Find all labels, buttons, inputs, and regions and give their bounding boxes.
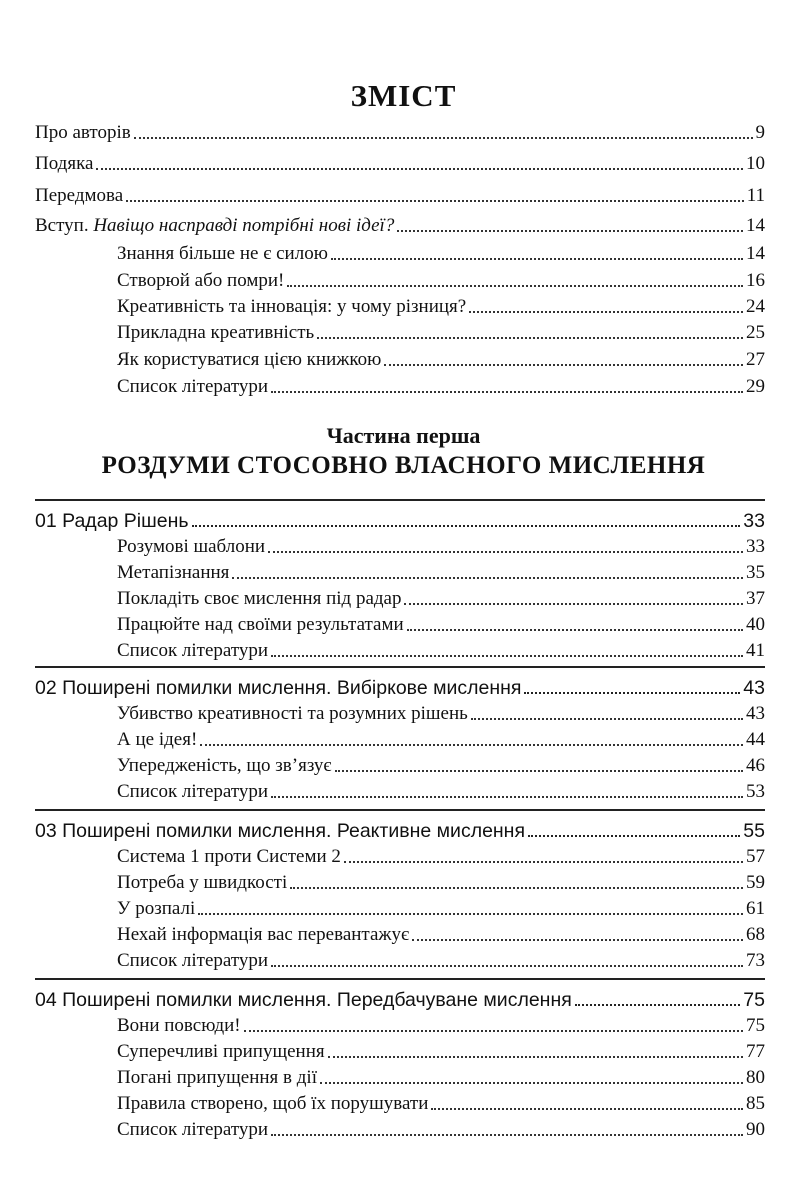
dot-leader: [469, 311, 743, 313]
toc-subentry[interactable]: [117, 750, 765, 778]
toc-subentry[interactable]: [117, 583, 765, 611]
dot-leader: [335, 770, 743, 772]
dot-leader: [328, 1056, 743, 1058]
toc-page-number: 41: [746, 640, 765, 661]
toc-page-number: 16: [746, 270, 765, 291]
toc-page-number: 43: [746, 703, 765, 724]
toc-page-number: 53: [746, 781, 765, 802]
toc-subentry-label: Метапізнання: [117, 562, 230, 583]
toc-subentry-label: Створюй або помри!: [117, 270, 285, 291]
chapter-divider: [35, 809, 765, 811]
toc-page-number: 68: [746, 924, 765, 945]
toc-chapter-02[interactable]: [35, 672, 765, 700]
dot-leader: [200, 744, 743, 746]
dot-leader: [271, 391, 743, 393]
toc-page-number: 27: [746, 349, 765, 370]
toc-subentry[interactable]: [117, 635, 765, 663]
toc-subentry[interactable]: [117, 776, 765, 804]
toc-subentry[interactable]: [117, 291, 765, 319]
toc-subentry[interactable]: [117, 1088, 765, 1116]
toc-page-number: 29: [746, 376, 765, 397]
dot-leader: [271, 796, 743, 798]
toc-page-number: 46: [746, 755, 765, 776]
dot-leader: [407, 629, 743, 631]
dot-leader: [244, 1030, 743, 1032]
dot-leader: [271, 655, 743, 657]
toc-subentry[interactable]: [117, 1114, 765, 1142]
dot-leader: [192, 525, 741, 527]
toc-subentry-label: Список літератури: [117, 640, 269, 661]
toc-subentry[interactable]: [117, 344, 765, 372]
toc-subentry-label: Потреба у швидкості: [117, 872, 288, 893]
toc-subentry-label: Погані припущення в дії: [117, 1067, 317, 1088]
toc-subentry-label: Список літератури: [117, 950, 269, 971]
toc-page-number: 24: [746, 296, 765, 317]
part-label: Частина перша: [326, 423, 481, 448]
dot-leader: [471, 718, 743, 720]
toc-page-number: 44: [746, 729, 765, 750]
toc-subentry[interactable]: [117, 609, 765, 637]
toc-entry-label: Про авторів: [35, 122, 131, 143]
toc-subentry[interactable]: [117, 557, 765, 585]
toc-subentry-label: Прикладна креативність: [117, 322, 315, 343]
page-title: ЗМІСТ: [350, 78, 457, 113]
toc-chapter-04[interactable]: [35, 984, 765, 1012]
toc-subentry-label: Розумові шаблони: [117, 536, 266, 557]
dot-leader: [344, 861, 743, 863]
toc-entry-about-authors[interactable]: [35, 117, 765, 145]
dot-leader: [575, 1004, 741, 1006]
toc-page-number: 9: [755, 122, 765, 143]
toc-page-number: 59: [746, 872, 765, 893]
dot-leader: [317, 337, 743, 339]
toc-page-number: 57: [746, 846, 765, 867]
dot-leader: [134, 137, 753, 139]
toc-subentry-label: Нехай інформація вас перевантажує: [117, 924, 410, 945]
dot-leader: [126, 200, 744, 202]
toc-page-number: 33: [743, 510, 765, 532]
toc-subentry-label: Працюйте над своїми результатами: [117, 614, 404, 635]
toc-page-number: 80: [746, 1067, 765, 1088]
toc-page-number: 90: [746, 1119, 765, 1140]
toc-chapter-03[interactable]: [35, 815, 765, 843]
toc-page-number: 11: [746, 185, 765, 206]
toc-page-number: 43: [743, 677, 765, 699]
toc-subentry-label: Як користуватися цією книжкою: [117, 349, 382, 370]
toc-subentry-label: Вони повсюди!: [117, 1015, 241, 1036]
dot-leader: [331, 258, 743, 260]
dot-leader: [290, 887, 743, 889]
toc-entry-label: Передмова: [35, 185, 124, 206]
toc-subentry-label: Суперечливі припущення: [117, 1041, 325, 1062]
toc-subentry-label: Список літератури: [117, 781, 269, 802]
dot-leader: [198, 913, 743, 915]
toc-subentry-label: Упередженість, що зв’язує: [117, 755, 332, 776]
toc-entry-acknowledgements[interactable]: [35, 148, 765, 176]
chapter-divider: [35, 499, 765, 501]
toc-subentry-label: Список літератури: [117, 376, 269, 397]
chapter-title: 04 Поширені помилки мислення. Передбачуване мислення: [35, 989, 572, 1011]
dot-leader: [397, 230, 743, 232]
dot-leader: [431, 1108, 743, 1110]
toc-page-number: 55: [743, 820, 765, 842]
intro-subtitle: Навіщо насправді потрібні нові ідеї?: [93, 215, 395, 236]
dot-leader: [528, 835, 740, 837]
toc-page-number: 35: [746, 562, 765, 583]
toc-subentry[interactable]: [117, 698, 765, 726]
toc-page-number: 14: [746, 243, 765, 264]
chapter-divider: [35, 978, 765, 980]
toc-subentry[interactable]: [117, 867, 765, 895]
chapter-divider: [35, 666, 765, 668]
dot-leader: [524, 692, 740, 694]
toc-subentry-label: Знання більше не є силою: [117, 243, 328, 264]
toc-entry-label: [35, 214, 394, 238]
toc-subentry-label: Убивство креативності та розумних рішень: [117, 703, 468, 724]
toc-subentry[interactable]: [117, 841, 765, 869]
toc-subentry[interactable]: [117, 945, 765, 973]
toc-page-number: 33: [746, 536, 765, 557]
toc-subentry[interactable]: [117, 317, 765, 345]
toc-page-number: 85: [746, 1093, 765, 1114]
toc-page-number: 10: [746, 153, 765, 174]
toc-subentry[interactable]: [117, 371, 765, 399]
toc-entry-foreword[interactable]: [35, 180, 765, 208]
dot-leader: [404, 603, 743, 605]
dot-leader: [412, 939, 743, 941]
toc-subentry-label: Креативність та інновація: у чому різниця?: [117, 296, 467, 317]
toc-subentry[interactable]: [117, 265, 765, 293]
dot-leader: [232, 577, 743, 579]
toc-subentry-label: У розпалі: [117, 898, 196, 919]
dot-leader: [320, 1082, 743, 1084]
toc-page-number: 75: [746, 1015, 765, 1036]
toc-page-number: 25: [746, 322, 765, 343]
chapter-title: 03 Поширені помилки мислення. Реактивне мислення: [35, 820, 526, 842]
toc-page-number: 73: [746, 950, 765, 971]
toc-subentry[interactable]: [117, 1036, 765, 1064]
toc-entry-label: Подяка: [35, 153, 94, 174]
toc-page-number: 75: [743, 989, 765, 1011]
toc-subentry[interactable]: [117, 1062, 765, 1090]
toc-subentry[interactable]: [117, 238, 765, 266]
intro-prefix: Вступ.: [35, 215, 89, 236]
toc-entry-introduction[interactable]: [35, 210, 765, 238]
dot-leader: [287, 285, 743, 287]
toc-page-number: 61: [746, 898, 765, 919]
toc-subentry[interactable]: [117, 1010, 765, 1038]
toc-page-number: 40: [746, 614, 765, 635]
toc-subentry-label: А це ідея!: [117, 729, 198, 750]
toc-subentry-label: Список літератури: [117, 1119, 269, 1140]
toc-subentry-label: Покладіть своє мислення під радар: [117, 588, 402, 609]
toc-chapter-01[interactable]: [35, 505, 765, 533]
toc-subentry[interactable]: [117, 919, 765, 947]
toc-subentry-label: Правила створено, щоб їх порушувати: [117, 1093, 429, 1114]
toc-subentry[interactable]: [117, 724, 765, 752]
dot-leader: [384, 364, 743, 366]
toc-subentry[interactable]: [117, 893, 765, 921]
chapter-title: 02 Поширені помилки мислення. Вибіркове мислення: [35, 677, 522, 699]
toc-page-number: 14: [746, 215, 765, 236]
toc-subentry-label: Система 1 проти Системи 2: [117, 846, 341, 867]
toc-page-number: 77: [746, 1041, 765, 1062]
chapter-title: 01 Радар Рішень: [35, 510, 189, 532]
dot-leader: [268, 551, 743, 553]
dot-leader: [96, 168, 743, 170]
dot-leader: [271, 1134, 743, 1136]
toc-subentry[interactable]: [117, 531, 765, 559]
dot-leader: [271, 965, 743, 967]
part-title: РОЗДУМИ СТОСОВНО ВЛАСНОГО МИСЛЕННЯ: [101, 452, 706, 479]
toc-page-number: 37: [746, 588, 765, 609]
